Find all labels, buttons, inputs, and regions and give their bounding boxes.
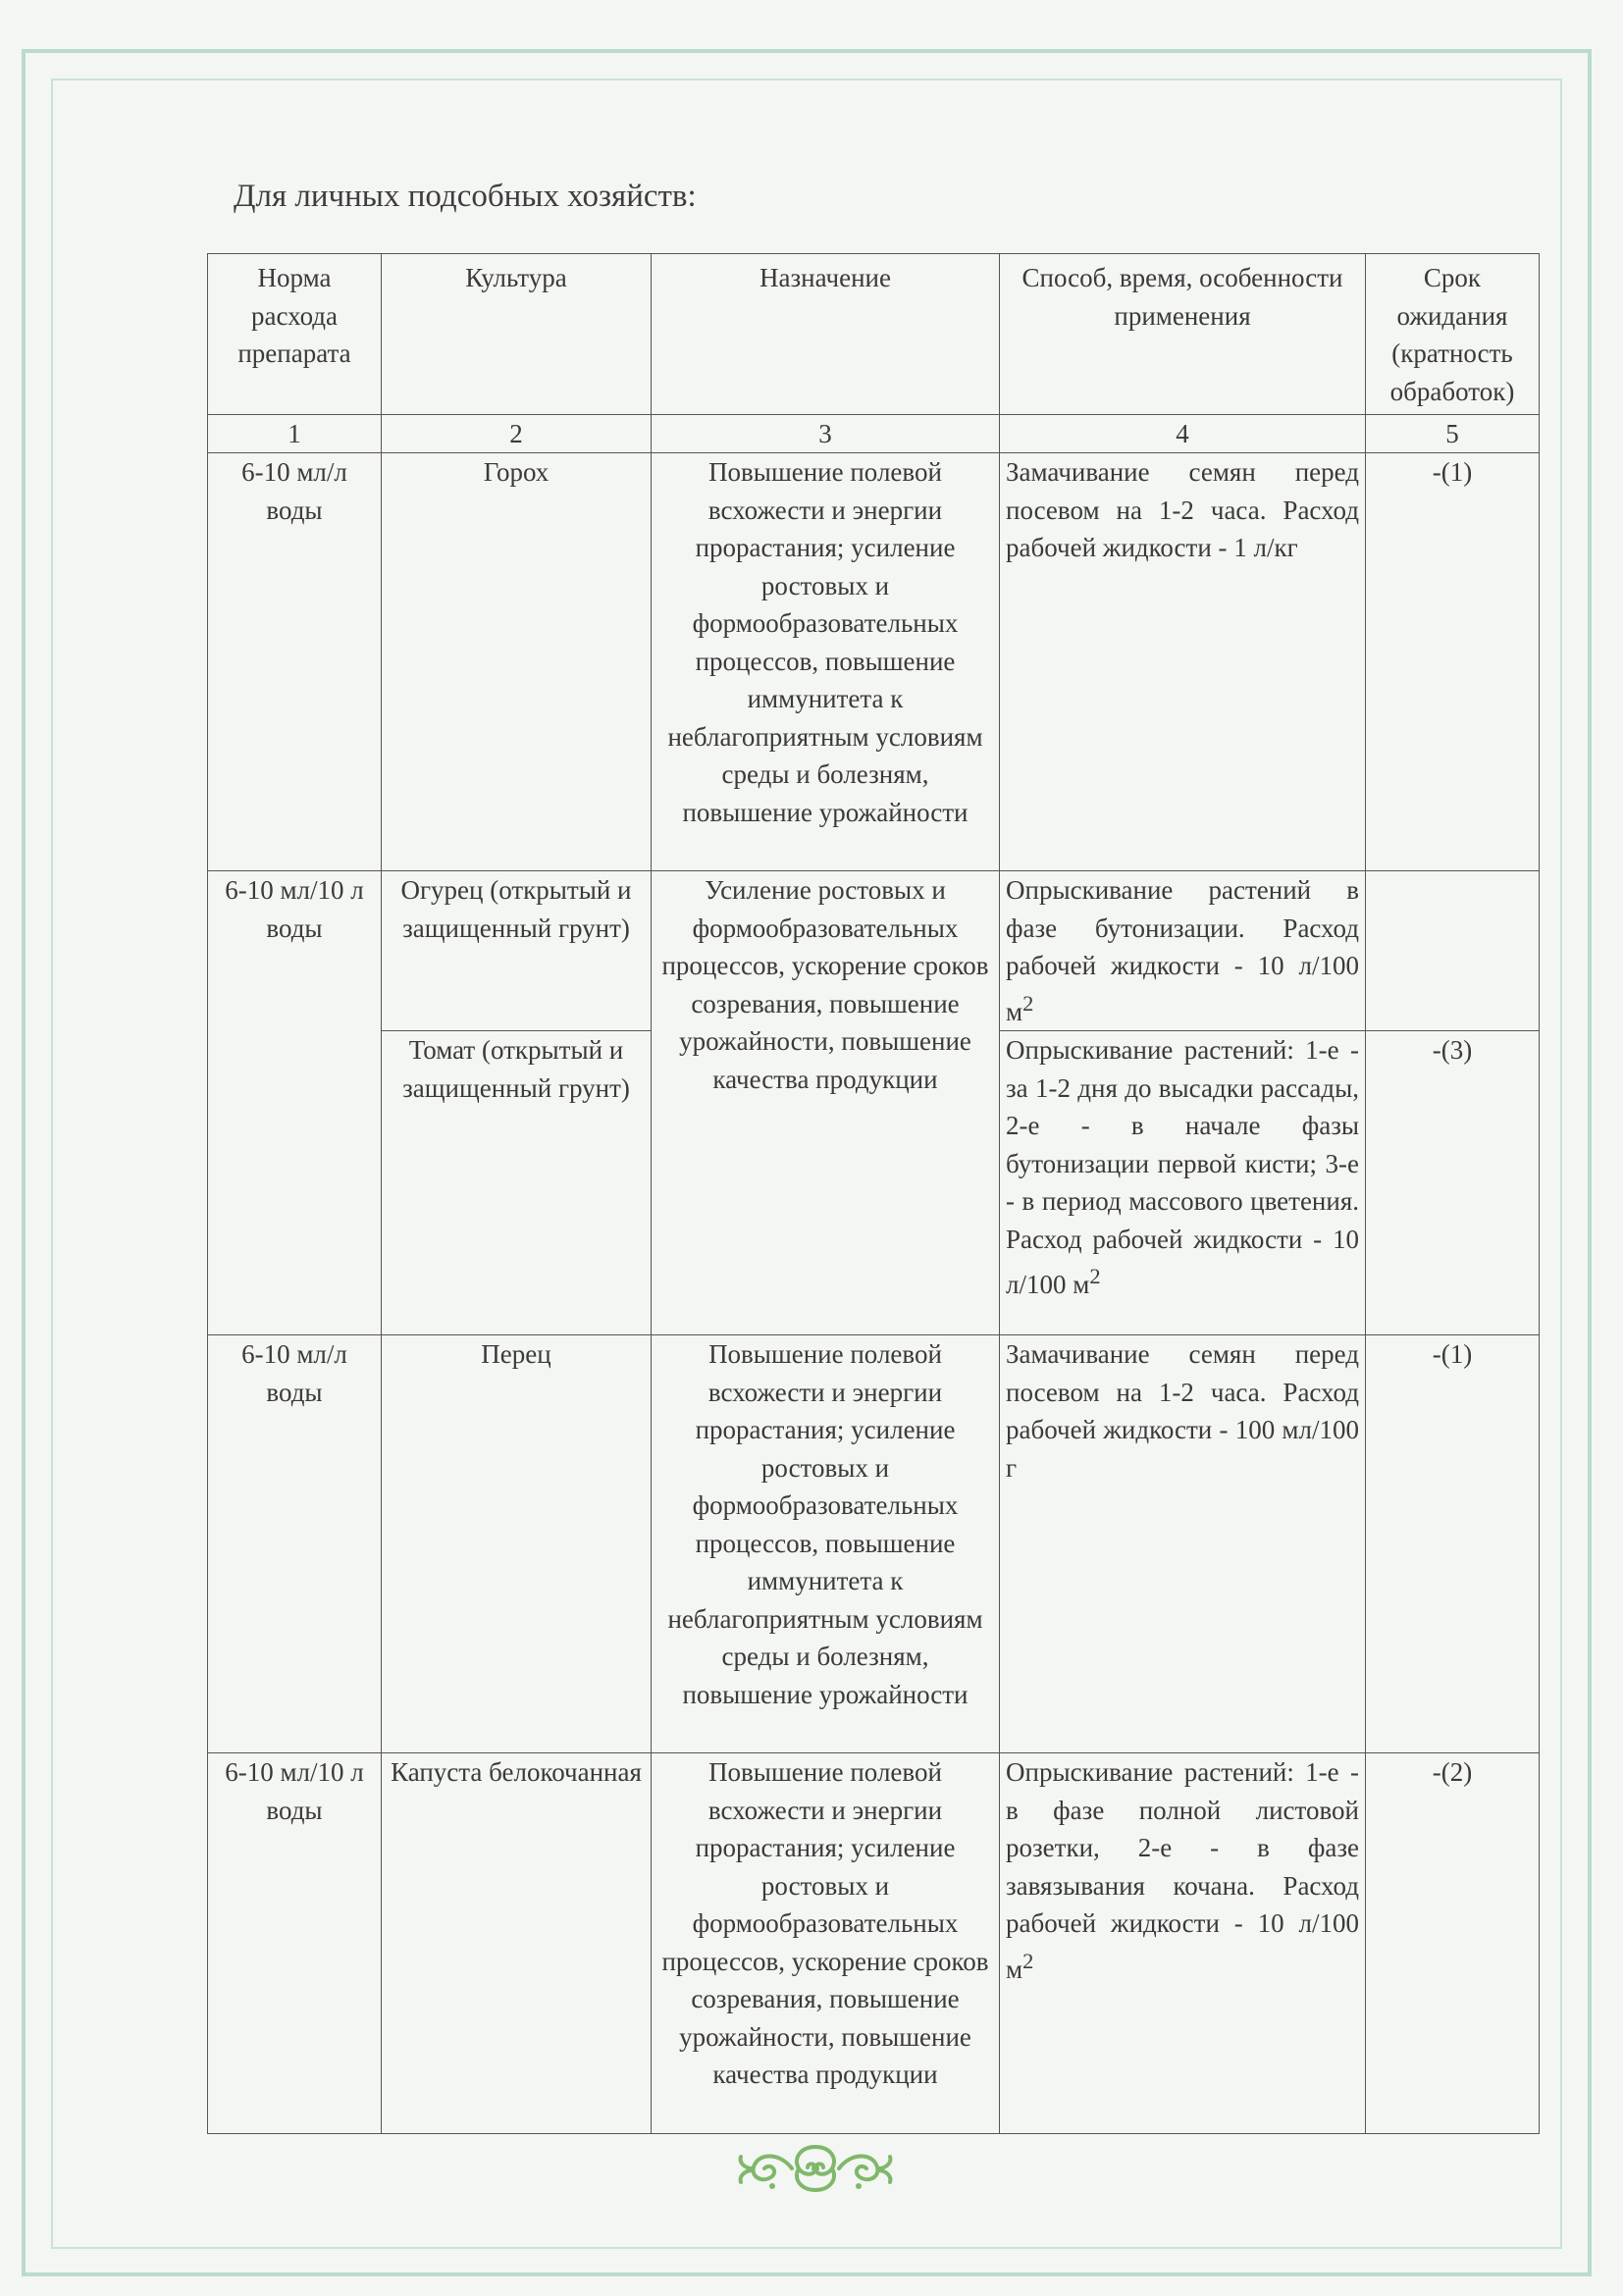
table-row [208,871,1540,1031]
table-row [208,1335,1540,1753]
cell-purpose: Повышение полевой всхожести и энергии прорастания; усиление ростовых и формообразовательных процессов, ускорение сроков созревания, повышение урожайности, повышение качества продукции [652,1753,1000,2134]
column-number: 4 [1000,415,1366,453]
column-number-row [208,415,1540,453]
cell-method: Замачивание семян перед посевом на 1-2 часа. Расход рабочей жидкости - 1 л/кг [1000,453,1366,871]
cell-method [1000,1031,1366,1335]
page-heading: Для личных подсобных хозяйств: [234,179,697,214]
cell-crop: Огурец (открытый и защищенный грунт) [382,871,652,1031]
cell-method-text: Опрыскивание растений в фазе бутонизации. Расход рабочей жидкости - 10 л/100 м [1006,875,1359,1026]
cell-rate: 6-10 мл/л воды [208,453,382,871]
cell-crop: Перец [382,1335,652,1753]
header-row [208,254,1540,415]
cell-rate: 6-10 мл/10 л воды [208,871,382,1335]
cell-wait: -(2) [1366,1753,1540,2134]
header-purpose: Назначение [652,254,1000,415]
superscript: 2 [1022,990,1034,1016]
superscript: 2 [1022,1948,1034,1973]
cell-wait: -(1) [1366,453,1540,871]
table-row [208,1753,1540,2134]
column-number: 3 [652,415,1000,453]
cell-wait: -(3) [1366,1031,1540,1335]
cell-method: Замачивание семян перед посевом на 1-2 часа. Расход рабочей жидкости - 100 мл/100 г [1000,1335,1366,1753]
application-table [207,253,1540,2134]
superscript: 2 [1089,1264,1101,1288]
decorative-ornament-icon [733,2141,898,2196]
cell-purpose: Повышение полевой всхожести и энергии прорастания; усиление ростовых и формообразовательных процессов, повышение иммунитета к неблагоприятным условиям среды и болезням, повышение урожайности [652,453,1000,871]
column-number: 5 [1366,415,1540,453]
header-method: Способ, время, особенности применения [1000,254,1366,415]
cell-method [1000,871,1366,1031]
cell-rate: 6-10 мл/10 л воды [208,1753,382,2134]
cell-method-text: Опрыскивание растений: 1-е - в фазе полной листовой розетки, 2-е - в фазе завязывания кочана. Расход рабочей жидкости - 10 л/100 м [1006,1757,1359,1984]
column-number: 2 [382,415,652,453]
cell-method-text: Опрыскивание растений: 1-е - за 1-2 дня до высадки рассады, 2-е - в начале фазы бутонизации первой кисти; 3-е - в период массового цветения. Расход рабочей жидкости - 10 л/100 м [1006,1035,1359,1299]
cell-purpose: Усиление ростовых и формообразовательных процессов, ускорение сроков созревания, повышение урожайности, повышение качества продукции [652,871,1000,1335]
cell-method [1000,1753,1366,2134]
cell-crop: Капуста белокочанная [382,1753,652,2134]
cell-wait [1366,871,1540,1031]
cell-rate: 6-10 мл/л воды [208,1335,382,1753]
header-wait: Срок ожидания (кратность обработок) [1366,254,1540,415]
header-crop: Культура [382,254,652,415]
cell-crop: Горох [382,453,652,871]
cell-crop: Томат (открытый и защищенный грунт) [382,1031,652,1335]
cell-wait: -(1) [1366,1335,1540,1753]
table-row [208,453,1540,871]
column-number: 1 [208,415,382,453]
cell-purpose: Повышение полевой всхожести и энергии прорастания; усиление ростовых и формообразовательных процессов, повышение иммунитета к неблагоприятным условиям среды и болезням, повышение урожайности [652,1335,1000,1753]
header-rate: Норма расхода препарата [208,254,382,415]
